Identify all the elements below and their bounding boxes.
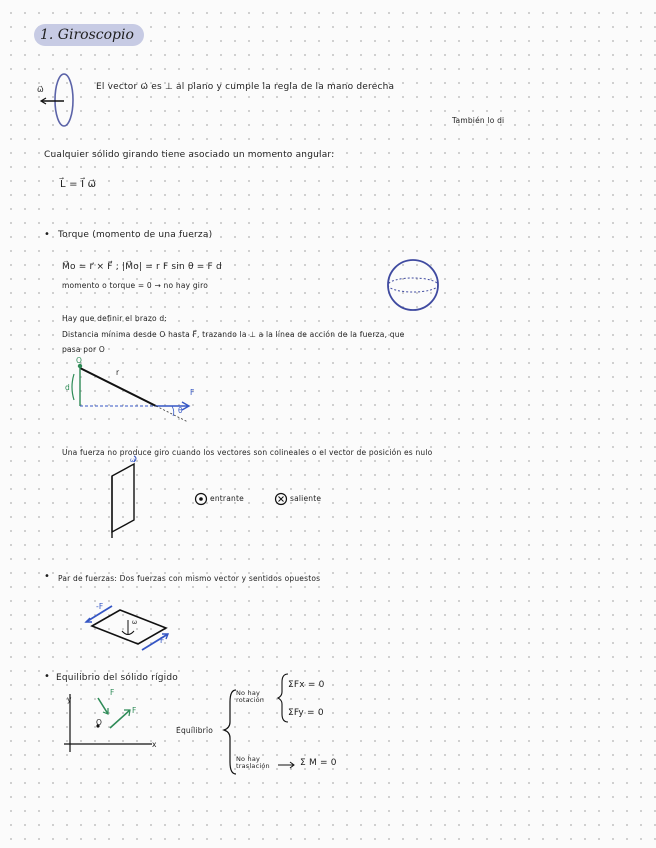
origin-label: O	[76, 356, 83, 365]
entering-label: entrante	[210, 494, 244, 503]
omega-symbol: ω⃗	[37, 85, 44, 94]
force1-label: F	[110, 688, 115, 697]
no-turn-text: Una fuerza no produce giro cuando los vectores son colineales o el vector de posición es nulo	[62, 448, 433, 457]
exiting-symbol	[274, 492, 288, 506]
omega-ellipse-figure	[36, 70, 86, 130]
bullet-couple: •	[44, 571, 50, 582]
couple-heading: Par de fuerzas: Dos fuerzas con mismo vector y sentidos opuestos	[58, 574, 321, 583]
door-axis-label: ω	[130, 457, 136, 464]
couple-force-top-label: -F	[96, 602, 104, 611]
bullet-equilibrium: •	[44, 671, 50, 682]
torque-formula: M⃗o = r⃗ × F⃗ ; |M⃗o| = r F sin θ = F d	[62, 262, 222, 272]
torque-heading: Torque (momento de una fuerza)	[58, 230, 213, 240]
page-title: 1. Giroscopio	[40, 27, 134, 43]
point-o-label: O	[96, 718, 103, 727]
define-arm-text: Hay que definir el brazo d:	[62, 314, 168, 323]
y-axis-label: y	[67, 695, 72, 704]
torque-zero-note: momento o torque = 0 → no hay giro	[62, 281, 208, 290]
no-translation-label: No hay traslación	[236, 755, 270, 770]
equilibrium-axes-figure	[60, 688, 160, 758]
equilibrium-heading: Equilibrio del sólido rígido	[56, 673, 179, 683]
intro-text: El vector ω⃗ es ⊥ al plano y cumple la regla de la mano derecha	[96, 82, 395, 92]
exiting-label: saliente	[290, 494, 322, 503]
arrow-to-moment	[276, 760, 298, 770]
distance-definition-2: pasa por O	[62, 345, 105, 354]
angular-momentum-formula: L⃗ = I⃗ ω⃗	[60, 179, 97, 190]
force2-label: F	[132, 706, 137, 715]
sum-fx-equation: ΣFx = 0	[288, 680, 325, 690]
theta-label: θ	[178, 406, 183, 415]
door-plane-figure	[104, 458, 144, 540]
lever-arm-figure	[60, 360, 220, 430]
position-vector-label: r	[116, 368, 120, 377]
bullet-torque: •	[44, 229, 50, 240]
arm-d-label: d	[65, 383, 70, 392]
sum-fy-equation: ΣFy = 0	[288, 708, 324, 718]
x-axis-label: x	[152, 740, 157, 749]
equilibrium-label: Equilibrio	[176, 726, 214, 735]
couple-center-label: ω	[132, 619, 138, 626]
couple-figure	[80, 598, 180, 658]
sum-moment-equation: Σ M = 0	[300, 758, 337, 768]
aside-note: También lo di	[452, 116, 505, 125]
couple-force-bottom-label: F	[160, 636, 165, 645]
force-label: F	[190, 388, 195, 397]
entering-symbol	[194, 492, 208, 506]
distance-definition: Distancia mínima desde O hasta F⃗, trazando la ⊥ a la línea de acción de la fuerza, que	[62, 330, 405, 339]
rigid-body-text: Cualquier sólido girando tiene asociado un momento angular:	[44, 150, 335, 160]
no-rotation-label: No hay rotación	[236, 689, 265, 704]
sphere-figure	[386, 258, 442, 314]
